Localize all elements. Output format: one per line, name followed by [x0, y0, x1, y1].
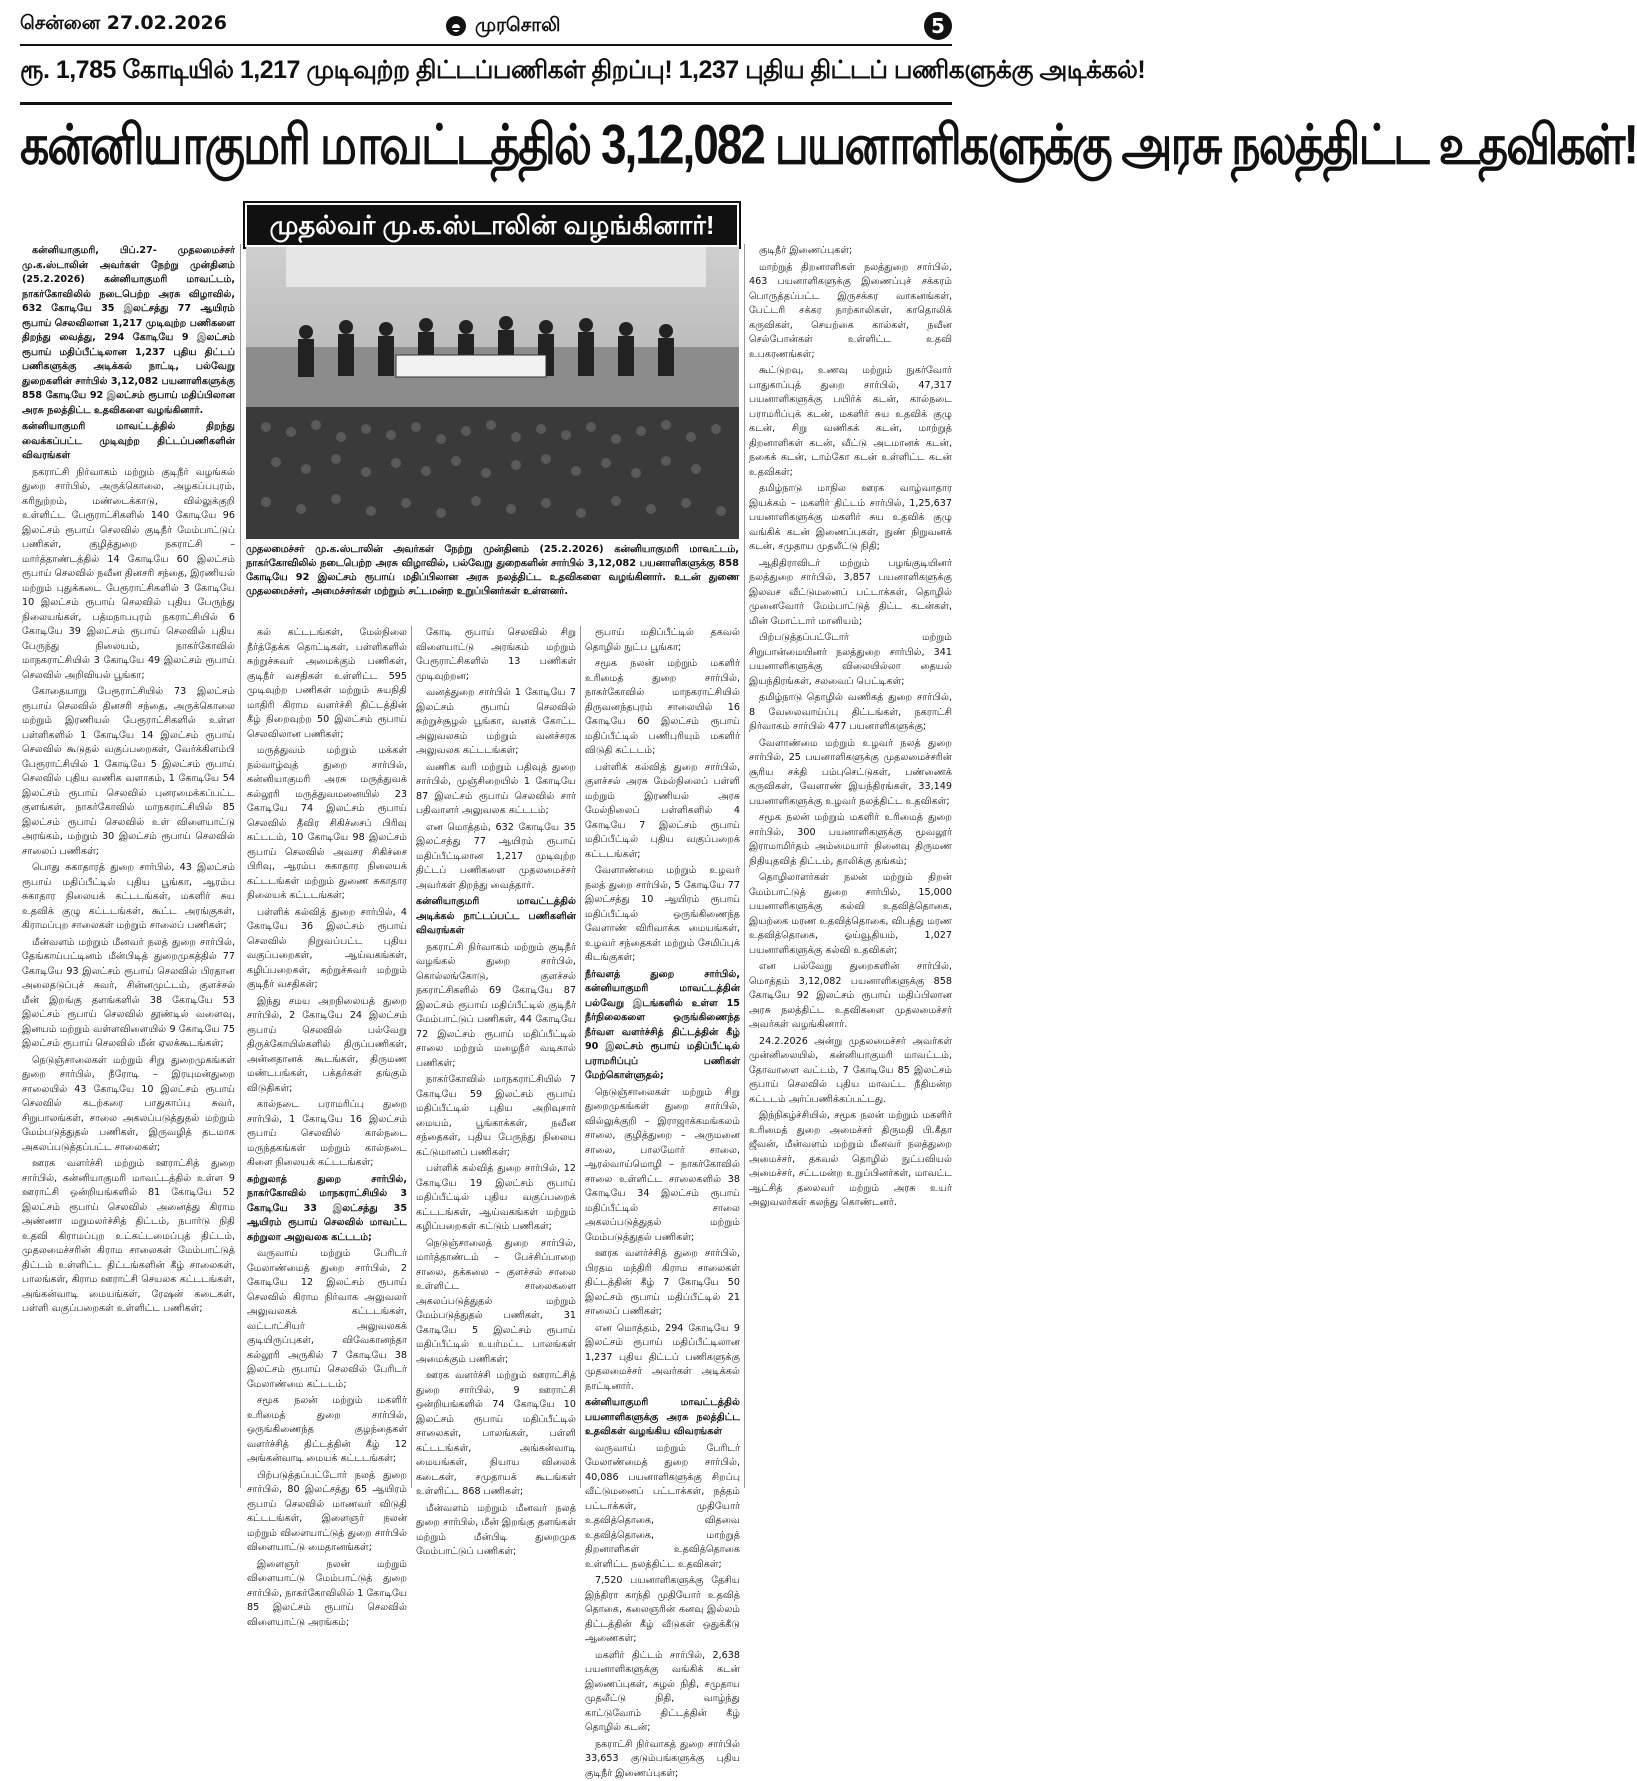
article-paragraph: பள்ளிக் கல்வித் துறை சார்பில், 12 கோடியே 19 இலட்சம் ரூபாய் மதிப்பீட்டில் புதிய வகுப்பறைக் கட்டடங்கள், ஆய்வகங்கள் மற்றும் கழிப்பறைகள் கட்டும் பணிகள்; [416, 1162, 576, 1235]
article-paragraph: தமிழ்நாடு மாநில ஊரக வாழ்வாதார இயக்கம் – மகளிர் திட்டம் சார்பில், 1,25,637 பயனாளிகளுக்கு மகளிர் சுய உதவிக் குழு வங்கிக் கடன் இணைப்புகள், நுண் நிறுவனக் கடன், சமுதாய முதலீட்டு நிதி; [749, 482, 952, 555]
article-paragraph: நெடுஞ்சாலைகள் மற்றும் சிறு துறைமுகங்கள் துறை சார்பில், நீரோடி – இரயுமன்துறை சாலையில் 43 கோடியே 10 இலட்சம் ரூபாய் செலவில் கடற்கரை பாதுகாப்பு சுவர், சிறுபாலங்கள், சாலை அகலப்படுத்துதல் மற்றும் மேம்படுத்துதல் பணிகள், இருவழித் தடமாக அகலப்படுத்தப்பட்ட சாலைகள்; [22, 1054, 235, 1156]
column-divider [411, 626, 412, 1488]
main-headline: கன்னியாகுமரி மாவட்டத்தில் 3,12,082 பயனாளிகளுக்கு அரசு நலத்திட்ட உதவிகள்! [20, 112, 952, 185]
article-paragraph: பள்ளிக் கல்வித் துறை சார்பில், 4 கோடியே 36 இலட்சம் ரூபாய் செலவில் நிறுவப்பட்ட புதிய வகுப்பறைகள், ஆய்வகங்கள், கழிப்பறைகள், சுற்றுச்சுவர் மற்றும் குடிநீர் வசதிகள்; [247, 906, 407, 993]
article-paragraph: கல் கட்டடங்கள், மேல்நிலை நீர்த்தேக்க தொட்டிகள், பள்ளிகளில் சுற்றுச்சுவர் அமைக்கும் பணிகள், குடிநீர் வசதிகள் உள்ளிட்ட 595 முடிவுற்ற பணிகள் மற்றும் சுயநிதி மாதிரி கிராம வளர்ச்சி திட்டத்தின் கீழ் நிறைவுற்ற 50 இலட்சம் ரூபாய் செலவிலான பணிகள்; [247, 626, 407, 742]
kicker-headline: ரூ. 1,785 கோடியில் 1,217 முடிவுற்ற திட்டப்பணிகள் திறப்பு! 1,237 புதிய திட்டப் பணிகளுக்கு அடிக்கல்! [20, 56, 952, 88]
article-subheading: கன்னியாகுமரி மாவட்டத்தில் பயனாளிகளுக்கு அரசு நலத்திட்ட உதவிகள் வழங்கிய விவரங்கள் [585, 1396, 740, 1440]
article-paragraph: நாகர்கோவில் மாநகராட்சியில் 7 கோடியே 59 இலட்சம் ரூபாய் மதிப்பீட்டில் புதிய அறிவுசார் மையம், பூங்காக்கள், நவீன சந்தைகள், புதிய பேருந்து நிலைய கட்டுமானப் பணிகள்; [416, 1073, 576, 1160]
article-column-5 [749, 244, 952, 1488]
article-paragraph: பள்ளிக் கல்வித் துறை சார்பில், குளச்சல் அரசு மேல்நிலைப் பள்ளி மற்றும் இரணியல் அரசு மேல்நிலைப் பள்ளிகளில் 4 கோடியே 7 இலட்சம் ரூபாய் மதிப்பீட்டில் புதிய வகுப்பறைக் கட்டடங்கள்; [585, 761, 740, 863]
article-paragraph: வேளாண்மை மற்றும் உழவர் நலத் துறை சார்பில், 25 பயனாளிகளுக்கு முதலமைச்சரின் சூரிய சக்தி பம்புசெட்டுகள், பண்ணைக் கருவிகள், வேளாண் இயந்திரங்கள், 33,149 பயனாளிகளுக்கு உழவர் நலத்திட்ட உதவிகள்; [749, 737, 952, 810]
ceremony-photo [246, 247, 739, 539]
article-paragraph: ஆதிதிராவிடர் மற்றும் பழங்குடியினர் நலத்துறை சார்பில், 3,857 பயனாளிகளுக்கு இலவச வீட்டுமனைப் பட்டாக்கள், தொழில் முனைவோர் மேம்பாட்டுத் திட்ட கடன்கள், மின் மோட்டார் மானியம்; [749, 557, 952, 630]
article-paragraph: நெடுஞ்சாலைத் துறை சார்பில், மார்த்தாண்டம் – பேச்சிப்பாறை சாலை, தக்கலை – குளச்சல் சாலை உள்ளிட்ட சாலைகளை அகலப்படுத்துதல் மற்றும் மேம்படுத்துதல் பணிகள், 31 கோடியே 5 இலட்சம் ரூபாய் மதிப்பீட்டில் உயர்மட்ட பாலங்கள் அமைக்கும் பணிகள்; [416, 1237, 576, 1368]
article-paragraph: என பல்வேறு துறைகளின் சார்பில், மொத்தம் 3,12,082 பயனாளிகளுக்கு 858 கோடியே 92 இலட்சம் ரூபாய் மதிப்பிலான அரசு நலத்திட்ட உதவிகளை முதலமைச்சர் அவர்கள் வழங்கினார். [749, 960, 952, 1033]
photo-illustration [246, 247, 739, 539]
article-paragraph: ரூபாய் மதிப்பீட்டில் தகவல் தொழில் நுட்ப பூங்கா; [585, 626, 740, 655]
article-column-2 [247, 626, 407, 1488]
issue-date: சென்னை 27.02.2026 [20, 12, 227, 37]
rising-sun-logo-icon [445, 15, 467, 37]
article-paragraph: கூட்டுறவு, உணவு மற்றும் நுகர்வோர் பாதுகாப்புத் துறை சார்பில், 47,317 பயனாளிகளுக்கு பயிர்க் கடன், கால்நடை பராமரிப்புக் கடன், மகளிர் சுய உதவிக் குழு கடன், சிறு வணிகக் கடன், மாற்றுத் திறனாளிகள் கடன், வீட்டு அடமானக் கடன், நகைக் கடன், டாம்கோ கடன் உள்ளிட்ட கடன் உதவிகள்; [749, 364, 952, 480]
article-paragraph: பொது சுகாதாரத் துறை சார்பில், 43 இலட்சம் ரூபாய் மதிப்பீட்டில் புதிய பூங்கா, ஆரம்ப சுகாதார நிலையக் கட்டடங்கள், மகளிர் சுய உதவிக் குழு கட்டடங்கள், கூட்ட அரங்குகள், கிராமப்புற சாலைகள் மற்றும் சாலைப் பணிகள்; [22, 861, 235, 934]
article-paragraph: 7,520 பயனாளிகளுக்கு தேசிய இந்திரா காந்தி முதியோர் உதவித் தொகை, கலைஞரின் கனவு இல்லம் திட்டத்தின் கீழ் வீடுகள் ஒதுக்கீடு ஆணைகள்; [585, 1574, 740, 1647]
article-subheading: கன்னியாகுமரி மாவட்டத்தில் அடிக்கல் நாட்டப்பட்ட பணிகளின் விவரங்கள் [416, 895, 576, 939]
article-paragraph: சமூக நலன் மற்றும் மகளிர் உரிமைத் துறை சார்பில், ஒருங்கிணைந்த குழந்தைகள் வளர்ச்சித் திட்டத்தின் கீழ் 12 அங்கன்வாடி மையக் கட்டடங்கள்; [247, 1394, 407, 1467]
article-paragraph: சமூக நலன் மற்றும் மகளிர் உரிமைத் துறை சார்பில், நாகர்கோவில் மாநகராட்சியில் திருவனந்தபுரம் சாலையில் 16 கோடியே 60 இலட்சம் ரூபாய் மதிப்பீட்டில் பணிபுரியும் மகளிர் விடுதி கட்டடம்; [585, 657, 740, 759]
newspaper-name: முரசொலி [475, 14, 561, 39]
article-paragraph: வருவாய் மற்றும் பேரிடர் மேலாண்மைத் துறை சார்பில், 2 கோடியே 12 இலட்சம் ரூபாய் செலவில் கிராம நிர்வாக அலுவலர் அலுவலகக் கட்டடங்கள், வட்டாட்சியர் அலுவலகக் குடியிருப்புகள், விவேகானந்தா கல்லூரி அருகில் 7 கோடியே 38 இலட்சம் ரூபாய் செலவில் பேரிடர் மேலாண்மை கட்டடம்; [247, 1247, 407, 1392]
photo-caption: முதலமைச்சர் மு.க.ஸ்டாலின் அவர்கள் நேற்று முன்தினம் (25.2.2026) கன்னியாகுமரி மாவட்டம், நாகர்கோவிலில் நடைபெற்ற அரசு விழாவில், பல்வேறு துறைகளின் சார்பில் 3,12,082 பயனாளிகளுக்கு 858 கோடியே 92 இலட்சம் ரூபாய் மதிப்பிலான அரசு நலத்திட்ட உதவிகளை வழங்கினார். உடன் துணை முதலமைச்சர், அமைச்சர்கள் மற்றும் சட்டமன்ற உறுப்பினர்கள் உள்ளனர். [246, 543, 739, 599]
article-paragraph: கோதையாறு பேரூராட்சியில் 73 இலட்சம் ரூபாய் செலவில் தினசரி சந்தை, அருக்கொலை மற்றும் இரணியல் பேரூராட்சிகளில் உள்ள பள்ளிகளில் 1 கோடியே 14 இலட்சம் ரூபாய் செலவில் கூடுதல் வகுப்பறைகள், வேர்க்கிளம்பி பேரூராட்சியில் 1 கோடியே 5 இலட்சம் ரூபாய் செலவில் புதிய வணிக வளாகம், 1 கோடியே 54 இலட்சம் ரூபாய் செலவில் புனரமைக்கப்பட்ட குளங்கள், நாகர்கோவில் மாநகராட்சியில் 85 இலட்சம் ரூபாய் செலவில் உள் விளையாட்டு அரங்கம், மற்றும் 30 இலட்சம் ரூபாய் செலவில் சாலைப் பணிகள்; [22, 685, 235, 859]
article-paragraph: ஊரக வளர்ச்சித் துறை சார்பில், பிரதம மந்திரி கிராம சாலைகள் திட்டத்தின் கீழ் 7 கோடியே 50 இலட்சம் ரூபாய் மதிப்பீட்டில் 21 சாலைப் பணிகள்; [585, 1247, 740, 1320]
article-paragraph: மகளிர் திட்டம் சார்பில், 2,638 பயனாளிகளுக்கு வங்கிக் கடன் இணைப்புகள், சுழல் நிதி, சமுதாய முதலீட்டு நிதி, வாழ்ந்து காட்டுவோம் திட்டத்தின் கீழ் தொழில் கடன்; [585, 1649, 740, 1736]
article-paragraph: வருவாய் மற்றும் பேரிடர் மேலாண்மைத் துறை சார்பில், 40,086 பயனாளிகளுக்கு சிறப்பு வீட்டுமனைப் பட்டாக்கள், நத்தம் பட்டாக்கள், முதியோர் உதவித்தொகை, விதவை உதவித்தொகை, மாற்றுத் திறனாளிகள் உதவித்தொகை உள்ளிட்ட நலத்திட்ட உதவிகள்; [585, 1442, 740, 1573]
article-paragraph: நகராட்சி நிர்வாகம் மற்றும் குடிநீர் வழங்கல் துறை சார்பில், கொல்லங்கோடு, குளச்சல் நகராட்சிகளில் 69 கோடியே 87 இலட்சம் ரூபாய் மதிப்பீட்டில் குடிநீர் மேம்பாட்டுப் பணிகள், 44 கோடியே 72 இலட்சம் ரூபாய் மதிப்பீட்டில் சாலை மற்றும் மழைநீர் வடிகால் பணிகள்; [416, 941, 576, 1072]
page-number: 5 [924, 12, 952, 40]
article-paragraph: மாற்றுத் திறனாளிகள் நலத்துறை சார்பில், 463 பயனாளிகளுக்கு இணைப்புச் சக்கரம் பொருத்தப்பட்ட இருசக்கர வாகனங்கள், பேட்டரி சக்கர நாற்காலிகள், காதொலிக் கருவிகள், செயற்கை கால்கள், நவீன செல்போன்கள் உள்ளிட்ட உதவி உபகரணங்கள்; [749, 261, 952, 363]
article-paragraph: ஊரக வளர்ச்சி மற்றும் ஊராட்சித் துறை சார்பில், 9 ஊராட்சி ஒன்றியங்களில் 74 கோடியே 10 இலட்சம் ரூபாய் மதிப்பீட்டில் சாலைகள், பாலங்கள், பள்ளி கட்டடங்கள், அங்கன்வாடி மையங்கள், நியாய விலைக் கடைகள், சமுதாயக் கூடங்கள் உள்ளிட்ட 868 பணிகள்; [416, 1369, 576, 1500]
article-column-1 [22, 244, 235, 1488]
article-paragraph: வணிக வரி மற்றும் பதிவுத் துறை சார்பில், முஞ்சிறையில் 1 கோடியே 87 இலட்சம் ரூபாய் செலவில் சார் பதிவாளர் அலுவலக கட்டடம்; [416, 761, 576, 819]
column-divider [580, 626, 581, 1488]
article-paragraph: வேளாண்மை மற்றும் உழவர் நலத் துறை சார்பில், 5 கோடியே 77 இலட்சத்து 10 ஆயிரம் ரூபாய் மதிப்பீட்டில் ஒருங்கிணைந்த வேளாண் விரிவாக்க மையங்கள், உழவர் சந்தைகள் மற்றும் சேமிப்புக் கிடங்குகள்; [585, 864, 740, 966]
subheadline-banner: முதல்வர் மு.க.ஸ்டாலின் வழங்கினார்! [245, 203, 739, 247]
article-paragraph: இந்து சமய அறநிலையத் துறை சார்பில், 2 கோடியே 24 இலட்சம் ரூபாய் செலவில் பல்வேறு திருக்கோயில்களில் திருப்பணிகள், அன்னதானக் கூடங்கள், திருமண மண்டபங்கள், பக்தர்கள் தங்கும் விடுதிகள்; [247, 995, 407, 1097]
article-subheading: கன்னியாகுமரி மாவட்டத்தில் திறந்து வைக்கப்பட்ட முடிவுற்ற திட்டப்பணிகளின் விவரங்கள் [22, 420, 235, 464]
page-header [20, 12, 952, 42]
article-paragraph: மீன்வளம் மற்றும் மீனவர் நலத் துறை சார்பில், மீன் இறங்கு தளங்கள் மற்றும் மீன்பிடி துறைமுக மேம்பாட்டுப் பணிகள்; [416, 1502, 576, 1560]
article-subheading: நீர்வளத் துறை சார்பில், கன்னியாகுமரி மாவட்டத்தின் பல்வேறு இடங்களில் உள்ள 15 நீர்நிலைகளை ஒருங்கிணைந்த நீர்வள வளர்ச்சித் திட்டத்தின் கீழ் 90 இலட்சம் ரூபாய் மதிப்பீட்டில் பராமரிப்புப் பணிகள் மேற்கொள்ளுதல்; [585, 968, 740, 1084]
article-paragraph: 24.2.2026 அன்று முதலமைச்சர் அவர்கள் முன்னிலையில், கன்னியாகுமரி மாவட்டம், தோவாளை வட்டம், 7 கோடியே 85 இலட்சம் ரூபாய் செலவில் புதிய மாவட்ட நீதிமன்ற கட்டடம் அர்ப்பணிக்கப்பட்டது. [749, 1035, 952, 1108]
article-paragraph: நகராட்சி நிர்வாகம் மற்றும் குடிநீர் வழங்கல் துறை சார்பில், அருக்கொலை, அழகப்பபுரம், கரிநுற்றம், மண்டைக்காடு, வில்லுக்குறி உள்ளிட்ட பேரூராட்சிகளில் 140 கோடியே 96 இலட்சம் ரூபாய் செலவில் குடிநீர் மேம்பாட்டுப் பணிகள், குழித்துறை நகராட்சி – மார்த்தாண்டத்தில் 14 கோடியே 60 இலட்சம் ரூபாய் செலவில் நவீன தினசரி சந்தை, இரணியல் மற்றும் புதுக்கடை பேரூராட்சிகளில் 3 கோடியே 10 இலட்சம் ரூபாய் செலவில் புதிய பேருந்து நிலையங்கள், பத்மநாபபுரம் நகராட்சியில் 6 கோடியே 39 இலட்சம் ரூபாய் செலவில் புதிய பேருந்து நிலையம், நாகர்கோவில் மாநகராட்சியில் 3 கோடியே 49 இலட்சம் ரூபாய் செலவில் அறிவியல் பூங்கா; [22, 466, 235, 684]
article-paragraph: தமிழ்நாடு தொழில் வணிகத் துறை சார்பில், 8 வேலைவாய்ப்பு திட்டங்கள், நகராட்சி நிர்வாகம் சார்பில் 477 பயனாளிகளுக்கு; [749, 691, 952, 735]
article-paragraph: கோடி ரூபாய் செலவில் சிறு விளையாட்டு அரங்கம் மற்றும் பேரூராட்சிகளில் 13 பணிகள் முடிவுற்றன; [416, 626, 576, 684]
article-paragraph: என மொத்தம், 632 கோடியே 35 இலட்சத்து 77 ஆயிரம் ரூபாய் மதிப்பீட்டிலான 1,217 முடிவுற்ற திட்டப் பணிகளை முதலமைச்சர் அவர்கள் திறந்து வைத்தார். [416, 821, 576, 894]
article-paragraph: மருத்துவம் மற்றும் மக்கள் நல்வாழ்வுத் துறை சார்பில், கன்னியாகுமரி அரசு மருத்துவக் கல்லூரி மருத்துவமனையில் 23 கோடியே 74 இலட்சம் ரூபாய் செலவில் தீவிர சிகிச்சைப் பிரிவு கட்டடம், 10 கோடியே 98 இலட்சம் ரூபாய் செலவில் அவசர சிகிச்சை பிரிவு, ஆரம்ப சுகாதார நிலையக் கட்டடங்கள் மற்றும் துணை சுகாதார நிலையக் கட்டடங்கள்; [247, 744, 407, 904]
header-rule [20, 44, 952, 46]
article-paragraph: பிற்படுத்தப்பட்டோர் நலத் துறை சார்பில், 80 இலட்சத்து 65 ஆயிரம் ரூபாய் செலவில் மாணவர் விடுதி கட்டடங்கள், இளைஞர் நலன் மற்றும் விளையாட்டுத் துறை சார்பில் விளையாட்டு மைதானங்கள்; [247, 1469, 407, 1556]
article-paragraph: தொழிலாளர்கள் நலன் மற்றும் திறன் மேம்பாட்டுத் துறை சார்பில், 15,000 பயனாளிகளுக்கு கல்வி உதவித்தொகை, இயற்கை மரண உதவித்தொகை, விபத்து மரண உதவித்தொகை, ஓய்வூதியம், 1,027 பயனாளிகளுக்கு கல்வி உதவிகள்; [749, 871, 952, 958]
article-column-3 [416, 626, 576, 1488]
article-paragraph: நெடுஞ்சாலைகள் மற்றும் சிறு துறைமுகங்கள் துறை சார்பில், வில்லுக்குறி – இராஜாக்கமங்கலம் சாலை, குழித்துறை – அருமனை சாலை, பாலமோர் சாலை, ஆரல்வாய்மொழி – நாகர்கோவில் சாலை உள்ளிட்ட சாலைகளில் 38 கோடியே 34 இலட்சம் ரூபாய் மதிப்பீட்டில் சாலை அகலப்படுத்துதல் மற்றும் மேம்படுத்துதல் பணிகள்; [585, 1086, 740, 1246]
article-column-4 [585, 626, 740, 1488]
article-paragraph: இந்நிகழ்ச்சியில், சமூக நலன் மற்றும் மகளிர் உரிமைத் துறை அமைச்சர் திருமதி பி.கீதா ஜீவன், மீன்வளம் மற்றும் மீனவர் நலத்துறை அமைச்சர், தகவல் தொழில் நுட்பவியல் அமைச்சர், சட்டமன்ற உறுப்பினர்கள், மாவட்ட ஆட்சித் தலைவர் மற்றும் அரசு உயர் அலுவலர்கள் கலந்து கொண்டனர். [749, 1109, 952, 1211]
article-paragraph: மீன்வளம் மற்றும் மீனவர் நலத் துறை சார்பில், தேங்காய்பட்டினம் மீன்பிடித் துறைமுகத்தில் 77 கோடியே 93 இலட்சம் ரூபாய் செலவில் பிரதான அலைதடுப்புச் சுவர், சின்னமுட்டம், குளச்சல் மீன் இறங்கு தளங்களில் 38 கோடியே 53 இலட்சம் ரூபாய் செலவில் தூண்டில் வளைவு, இனயம் மற்றும் வள்ளவிளையில் 9 கோடியே 75 இலட்சம் ரூபாய் செலவில் மீன் ஏலக்கூடங்கள்; [22, 936, 235, 1052]
article-paragraph: என மொத்தம், 294 கோடியே 9 இலட்சம் ரூபாய் மதிப்பீட்டிலான 1,237 புதிய திட்டப் பணிகளுக்கு முதலமைச்சர் அவர்கள் அடிக்கல் நாட்டினார். [585, 1322, 740, 1395]
article-paragraph: வனத்துறை சார்பில் 1 கோடியே 7 இலட்சம் ரூபாய் செலவில் சுற்றுச்சூழல் பூங்கா, வனக் கோட்ட அலுவலகம் மற்றும் வனச்சரக அலுவலக கட்டடங்கள்; [416, 686, 576, 759]
article-paragraph: ஊரக வளர்ச்சி மற்றும் ஊராட்சித் துறை சார்பில், கன்னியாகுமரி மாவட்டத்தில் உள்ள 9 ஊராட்சி ஒன்றியங்களில் 81 கோடியே 52 இலட்சம் ரூபாய் செலவில் அனைத்து கிராம அண்ணா மறுமலர்ச்சித் திட்டம், நபார்டு நிதி உதவி கிராமப்புற உட்கட்டமைப்புத் திட்டம், முதலமைச்சரின் கிராம சாலைகள் மேம்பாட்டுத் திட்டம் உள்ளிட்ட திட்டங்களின் கீழ் சாலைகள், பாலங்கள், கிராம ஊராட்சி செயலக கட்டடங்கள், அங்கன்வாடி மையங்கள், ரேஷன் கடைகள், பள்ளி வகுப்பறைகள் உள்ளிட்ட பணிகள்; [22, 1157, 235, 1317]
article-paragraph: குடிநீர் இணைப்புகள்; [749, 244, 952, 259]
article-subheading: சுற்றுலாத் துறை சார்பில், நாகர்கோவில் மாநகராட்சியில் 3 கோடியே 33 இலட்சத்து 35 ஆயிரம் ரூபாய் செலவில் மாவட்ட சுற்றுலா அலுவலக கட்டடம்; [247, 1173, 407, 1246]
article-lead: கன்னியாகுமரி, பிப்.27- முதலமைச்சர் மு.க.ஸ்டாலின் அவர்கள் நேற்று முன்தினம் (25.2.2026) கன்னியாகுமரி மாவட்டம், நாகர்கோவிலில் நடைபெற்ற அரசு விழாவில், 632 கோடியே 35 இலட்சத்து 77 ஆயிரம் ரூபாய் செலவிலான 1,217 முடிவுற்ற பணிகளை திறந்து வைத்து, 294 கோடியே 9 இலட்சம் ரூபாய் மதிப்பீட்டிலான 1,237 புதிய திட்டப் பணிகளுக்கு அடிக்கல் நாட்டி, பல்வேறு துறைகளின் சார்பில் 3,12,082 பயனாளிகளுக்கு 858 கோடியே 92 இலட்சம் ரூபாய் மதிப்பிலான அரசு நலத்திட்ட உதவிகளை வழங்கினார். [22, 244, 235, 418]
column-divider [744, 244, 745, 1488]
kicker-rule [20, 102, 952, 105]
article-paragraph: இளைஞர் நலன் மற்றும் விளையாட்டு மேம்பாட்டுத் துறை சார்பில், நாகர்கோவிலில் 1 கோடியே 85 இலட்சம் ரூபாய் செலவில் விளையாட்டு அரங்கம்; [247, 1558, 407, 1631]
article-paragraph: சமூக நலன் மற்றும் மகளிர் உரிமைத் துறை சார்பில், 300 பயனாளிகளுக்கு மூவலூர் இராமாமிர்தம் அம்மையார் நினைவு திருமண நிதியுதவித் திட்டம், தாலிக்கு தங்கம்; [749, 811, 952, 869]
article-paragraph: பிற்படுத்தப்பட்டோர் மற்றும் சிறுபான்மையினர் நலத்துறை சார்பில், 341 பயனாளிகளுக்கு விலையில்லா தையல் இயந்திரங்கள், சலவைப் பெட்டிகள்; [749, 631, 952, 689]
article-paragraph: நகராட்சி நிர்வாகத் துறை சார்பில் 33,653 குடும்பங்களுக்கு புதிய குடிநீர் இணைப்புகள்; [585, 1738, 740, 1781]
column-divider [240, 244, 241, 1488]
article-paragraph: கால்நடை பராமரிப்பு துறை சார்பில், 1 கோடியே 16 இலட்சம் ரூபாய் செலவில் கால்நடை மருந்தகங்கள் மற்றும் கால்நடை கிளை நிலையக் கட்டடங்கள்; [247, 1098, 407, 1171]
